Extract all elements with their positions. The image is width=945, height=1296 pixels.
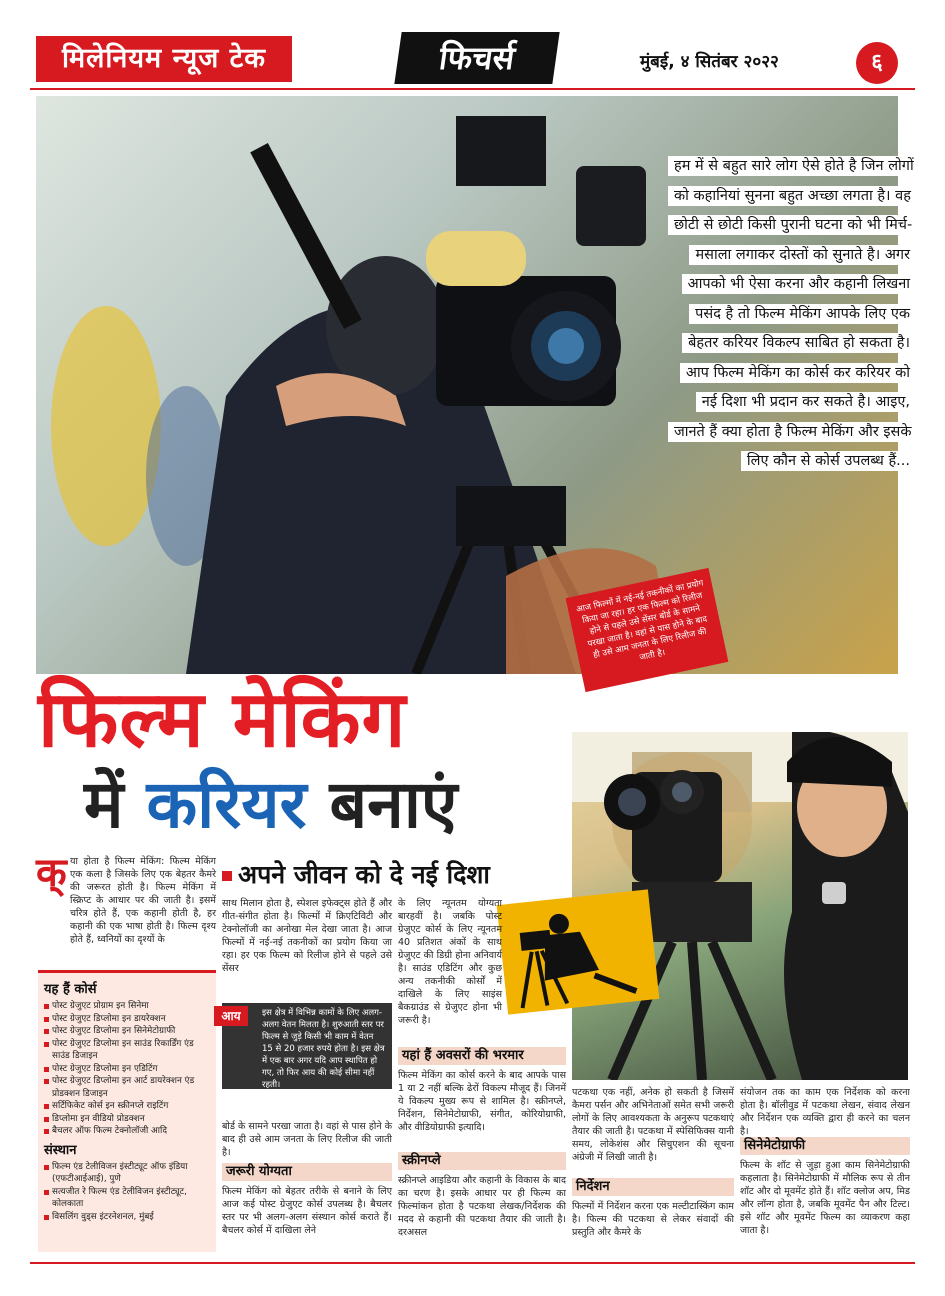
list-item: विसलिंग वुड्स इंटरनेशनल, मुंबई (44, 1211, 210, 1224)
cinematography-text: फिल्म के शॉट से जुड़ा हुआ काम सिनेमेटोग्राफी कहलाता है। सिनेमेटोग्राफी में मौलिक रूप से तीन शॉट और दो मूवमेंट होते हैं। शॉट क्लोज अप, मिड और लॉन्ग होता है, जबकि मूवमेंट पैन और टिल्ट। इसे शॉट और मूवमेंट फिल्म का व्याकरण कहा जाता है। (740, 1160, 910, 1236)
list-item: पोस्ट ग्रेजुएट डिप्लोमा इन साउंड रिकार्डिंग एंड साउंड डिजाइन (44, 1038, 210, 1063)
section-title: फिचर्स (394, 32, 559, 84)
eligibility-heading: जरूरी योग्यता (222, 1163, 392, 1181)
list-item: फिल्म एंड टेलीविजन इंस्टीट्यूट ऑफ इंडिया (एफटीआईआई), पुणे (44, 1161, 210, 1186)
direction-heading: निर्देशन (572, 1178, 734, 1196)
top-divider (30, 88, 915, 90)
col5-para1: संयोजन तक का काम एक निर्देशक को करना होता है। बॉलीवुड में पटकथा लेखन, संवाद लेखन और निर्देशन एक व्यक्ति द्वारा ही करने का चलन है। (740, 1087, 910, 1137)
list-item: पोस्ट ग्रेजुएट डिप्लोमा इन डायरेक्शन (44, 1013, 210, 1026)
courses-list (44, 1000, 210, 1138)
headline-line2 (84, 760, 564, 850)
col1-para-start: या होता है फिल्म मेकिंग: फिल्म मेकिंग एक कला है जिसके लिए एक बेहतर कैमरे की जरूरत होती है। फिल्म मेकिंग में स्क्रिप्ट के आधार पर की जाती है। इसमें चरित्र होते हैं, एक कहानी होती है, हर कहानी की एक भाषा होती है। फिल्म दृश्य होते हैं, ध्वनियों का दृश्यों के (70, 856, 216, 945)
eligibility-text: फिल्म मेकिंग को बेहतर तरीके से बनाने के लिए आज कई पोस्ट ग्रेजुएट कोर्स उपलब्ध है। बैचलर स्तर पर भी अलग-अलग संस्थान कोर्स कराते हैं। बैचलर कोर्स में दाखिला लेने (222, 1186, 392, 1236)
headline-word-make: बनाएं (329, 766, 458, 843)
silhouette-cameraman-graphic (497, 889, 660, 1014)
courses-title: यह हैं कोर्स (44, 982, 97, 997)
list-item: पोस्ट ग्रेजुएट डिप्लोमा इन एडिटिंग (44, 1063, 210, 1076)
col2-para2: बोर्ड के सामने परखा जाता है। वहां से पास होने के बाद ही उसे आम जनता के लिए रिलीज की जाती है। (222, 1121, 392, 1158)
intro-paragraph: हम में से बहुत सारे लोग ऐसे होते है जिन लोगों को कहानियां सुनना बहुत अच्छा लगता है। वह छोटी से छोटी किसी पुरानी घटना को भी मिर्च-मसाला लगाकर दोस्तों को सुनाते है। अगर आपको भी ऐसा करना और कहानी लिखना पसंद है तो फिल्म मेकिंग आपके लिए एक बेहतर करियर विकल्प साबित हो सकता है। आप फिल्म मेकिंग का कोर्स कर करियर को नई दिशा भी प्रदान कर सकते है। आइए, जानते हैं क्या होता है फिल्म मेकिंग और इसके लिए कौन से कोर्स उपलब्ध हैं... (668, 152, 916, 650)
silhouette-illustration (497, 889, 660, 1014)
screenplay-heading: स्क्रीनप्ले (398, 1152, 566, 1170)
square-bullet-icon (222, 871, 232, 881)
headline-word-in: में (84, 766, 124, 843)
list-item: सत्यजीत रे फिल्म एंड टेलीविजन इंस्टीट्यूट, कोलकाता (44, 1186, 210, 1211)
col3-para1: के लिए न्यूनतम योग्यता बारहवीं है। जबकि पोस्ट ग्रेजुएट कोर्स के लिए न्यूनतम 40 प्रतिशत अंकों के साथ ग्रेजुएट की डिग्री होना अनिवार्य है। साउंड एडिटिंग और कुछ अन्य तकनीकी कोर्सों में दाखिले के लिए साइंस बैकग्राउंड से ग्रेजुएट होना भी जरूरी है। (398, 898, 502, 1026)
page-number-badge: ६ (856, 42, 898, 84)
list-item: पोस्ट ग्रेजुएट प्रोग्राम इन सिनेमा (44, 1000, 210, 1013)
col2-para1: साथ मिलान होता है, स्पेशल इफेक्ट्स होते हैं और गीत-संगीत होता है। फिल्मों में क्रिएटिविटी और टेक्नोलॉजी का अनोखा मेल देखा जाता है। आज फिल्मों में नई-नई तकनीकों का प्रयोग किया जा रहा। हर एक फिल्म को रिलीज होने से पहले उसे सेंसर (222, 898, 392, 974)
subheading-text: अपने जीवन को दे नई दिशा (238, 860, 490, 889)
list-item: सर्टिफिकेट कोर्स इन स्क्रीनप्ले राइटिंग (44, 1100, 210, 1113)
list-item: बैचलर ऑफ फिल्म टेक्नोलॉजी आदि (44, 1125, 210, 1138)
newspaper-name: मिलेनियम न्यूज टेक (36, 36, 292, 82)
headline-line1: फिल्म मेकिंग (38, 675, 407, 765)
screenplay-text: स्क्रीनप्ले आइडिया और कहानी के विकास के बाद का चरण है। इसके आधार पर ही फिल्म का फिल्मांकन होता है पटकथा लेखक/निर्देशक की मदद से कहानी की पटकथा तैयार की जाती है। दरअसल (398, 1175, 566, 1238)
list-item: डिप्लोमा इन वीडियो प्रोडक्शन (44, 1113, 210, 1126)
institutes-list (44, 1161, 210, 1224)
income-tag: आय (214, 1006, 248, 1026)
cinematography-heading: सिनेमेटोग्राफी (740, 1137, 910, 1155)
col4-para1: पटकथा एक नहीं, अनेक हो सकती है जिसमें कैमरा पर्सन और अभिनेताओं समेत सभी जरूरी लोगों के लिए आवश्यकता के अनुरूप पटकथाएं तैयार की जाती है। पटकथा में स्पेसिफिक्स यानी समय, लोकेशंस और सिचुएशन की सूचना अंग्रेजी में लिखी जाती है। (572, 1087, 734, 1163)
courses-box (38, 970, 216, 1252)
issue-date: मुंबई, ४ सितंबर २०२२ (640, 52, 779, 72)
bottom-divider (30, 1262, 915, 1264)
direction-text: फिल्मों में निर्देशन करना एक मल्टीटास्किंग काम है। फिल्म की पटकथा से लेकर संवादों की प्रस्तुति और कैमरे के (572, 1201, 734, 1238)
income-box: इस क्षेत्र में विभिन्न कामों के लिए अलग- अलग वेतन मिलता है। शुरुआती स्तर पर फिल्म से जुड़े किसी भी काम में वेतन 15 से 20 हजार रुपये होता है। इस क्षेत्र में एक बार अगर यदि आप स्थापित हो गए, तो फिर आय की कोई सीमा नहीं रहती। (222, 1003, 392, 1089)
headline-word-career: करियर (146, 766, 307, 843)
institutes-title: संस्थान (44, 1142, 77, 1158)
opportunities-heading: यहां हैं अवसरों की भरमार (398, 1047, 566, 1065)
callout-box: आज फिल्मों में नई-नई तकनीकों का प्रयोग किया जा रहा। हर एक फिल्म को रिलीज होने से पहले उसे सेंसर बोर्ड के सामने परखा जाता है। वहां से पास होने के बाद ही उसे आम जनता के लिए रिलीज की जाती है। (566, 568, 729, 692)
subheading (222, 858, 562, 892)
dropcap-letter: क् (36, 850, 67, 896)
opportunities-text: फिल्म मेकिंग का कोर्स करने के बाद आपके पास 1 या 2 नहीं बल्कि ढेरों विकल्प मौजूद हैं। जिनमें ये विकल्प मुख्य रूप से शामिल है। स्क्रीनप्ले, निर्देशन, सिनेमेटोग्राफी, संगीत, कोरियोग्राफी, और वीडियोग्राफी इत्यादि। (398, 1070, 566, 1133)
list-item: पोस्ट ग्रेजुएट डिप्लोमा इन सिनेमेटोग्राफी (44, 1025, 210, 1038)
list-item: पोस्ट ग्रेजुएट डिप्लोमा इन आर्ट डायरेक्शन एंड प्रोडक्शन डिजाइन (44, 1075, 210, 1100)
